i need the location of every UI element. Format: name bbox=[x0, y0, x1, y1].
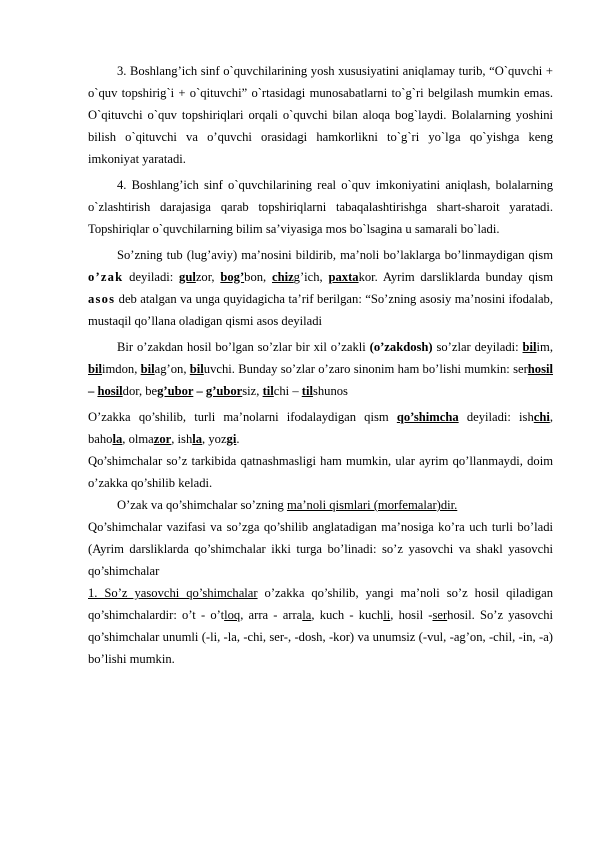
example-root: bil bbox=[522, 340, 537, 354]
term-ozak: o’zak bbox=[88, 270, 124, 284]
text: Ayrim darsliklarda bunday qism bbox=[377, 270, 553, 284]
paragraph-morfemalar bbox=[88, 494, 553, 516]
example-suffix: li bbox=[383, 608, 391, 622]
text: , kuch - kuch bbox=[311, 608, 384, 622]
text: Bir o’zakdan hosil bo’lgan so’zlar bir xil o’zakli bbox=[117, 340, 370, 354]
text: deyiladi: ish bbox=[458, 410, 534, 424]
example-suffix: la bbox=[192, 432, 203, 446]
text: , olma bbox=[122, 432, 154, 446]
document-page bbox=[88, 60, 553, 670]
text: so’zlar deyiladi: bbox=[432, 340, 523, 354]
text: uvchi. bbox=[203, 362, 235, 376]
text: , yoz bbox=[202, 432, 227, 446]
example-suffix: la bbox=[112, 432, 123, 446]
paragraph-ozak-definition bbox=[88, 244, 553, 332]
text: bon, bbox=[244, 270, 272, 284]
example-root: til bbox=[301, 384, 313, 398]
example-root: g’ubor bbox=[205, 384, 243, 398]
example-suffix: gi bbox=[226, 432, 237, 446]
paragraph-soz-yasovchi bbox=[88, 582, 553, 670]
example-root: gul bbox=[179, 270, 196, 284]
example-suffix: loq bbox=[224, 608, 241, 622]
term-ozakdosh: (o’zakdosh) bbox=[369, 340, 433, 354]
paragraph-qoshimcha-definition bbox=[88, 406, 553, 450]
text: , arra - arra bbox=[240, 608, 303, 622]
text: So’zning tub (lug’aviy) ma’nosini bildirib, ma’noli bo’laklarga bo’linmaydigan qism bbox=[117, 248, 553, 262]
text: , baho bbox=[88, 410, 553, 446]
example-suffix: la bbox=[302, 608, 312, 622]
text: , ish bbox=[171, 432, 193, 446]
example-root: chiz bbox=[271, 270, 294, 284]
text: Bunday so’zlar o’zaro sinonim ham bo’lishi mumkin: ser bbox=[234, 362, 528, 376]
term-qoshimcha: qo’shimcha bbox=[396, 410, 459, 424]
text: hosil. So’z yasovchi qo’shimchalar unumli (-li, -la, -chi, ser-, -dosh, -kor) va unumsiz (-vul, -ag’on, -chil, -in, -a) bo’lishi mumkin. bbox=[88, 608, 554, 666]
text: siz, bbox=[242, 384, 263, 398]
text: shunos bbox=[312, 384, 348, 398]
section-heading: 1. So’z yasovchi qo’shimchalar bbox=[88, 586, 258, 600]
text: , hosil - bbox=[390, 608, 433, 622]
dash: – bbox=[193, 384, 206, 398]
example-root: bil bbox=[189, 362, 204, 376]
example-suffix: zor bbox=[153, 432, 172, 446]
dash: – bbox=[88, 384, 98, 398]
text: g’ich, bbox=[293, 270, 329, 284]
text: chi – bbox=[273, 384, 302, 398]
text: dor, be bbox=[122, 384, 158, 398]
example-root: bil bbox=[88, 362, 103, 376]
example-root: g’ubor bbox=[157, 384, 194, 398]
example-root: bog’ bbox=[220, 270, 245, 284]
example-root: paxta bbox=[328, 270, 359, 284]
text: ag’on, bbox=[154, 362, 190, 376]
example-root: til bbox=[262, 384, 274, 398]
example-root: bil bbox=[140, 362, 155, 376]
example-root: hosil bbox=[527, 362, 553, 376]
text: . bbox=[236, 432, 240, 446]
paragraph-point-4: 4. Boshlang’ich sinf o`quvchilarining real o`quv imkoniyatini aniqlash, bolalarning o`zlashtirish darajasiga qarab topshiriqlarni tabaqalashtirishga shart-sharoit yaratadi. Topshiriqlar o`quvchilarning bilim sa’viyasiga mos bo`lsagina u samarali bo`ladi. bbox=[88, 178, 553, 236]
text: O’zak va qo’shimchalar so’zning bbox=[117, 498, 287, 512]
text: deb atalgan va unga quyidagicha ta’rif berilgan: “So’zning asosiy ma’nosini ifodalab, mustaqil qo’llana oladigan qismi asos deyiladi bbox=[88, 292, 553, 328]
paragraph-ozakdosh bbox=[88, 336, 553, 402]
morfemalar-link: ma’noli qismlari (morfemalar)dir. bbox=[286, 498, 458, 512]
text: O’zakka qo’shilib, turli ma’nolarni ifodalaydigan qism bbox=[88, 410, 397, 424]
paragraph-qoshimcha-types: Qo’shimchalar vazifasi va so’zga qo’shilib anglatadigan ma’nosiga ko’ra uch turli bo’ladi (Ayrim darsliklarda qo’shimchalar ikki turga bo’linadi: so’z yasovchi va shakl yasovchi qo’shimchalar bbox=[88, 520, 553, 578]
paragraph-point-3: 3. Boshlang’ich sinf o`quvchilarining yosh xususiyatini aniqlamay turib, “O`quvchi + o`quv topshirig`i + o`qituvchi” o`rtasidagi munosabatlarni to`g`ri belgilash mumkin emas. O`qituvchi o`quv topshiriqlari orqali o`quvchi bilan aloqa bog`laydi. Bolalarning yoshini bilish o`qituvchi va o’quvchi orasidagi hamkorlikni to`g`ri yo`lga qo`yishga keng imkoniyat yaratadi. bbox=[88, 64, 553, 166]
text: kor. bbox=[358, 270, 378, 284]
text: imdon, bbox=[102, 362, 141, 376]
term-asos: asos bbox=[88, 292, 116, 306]
paragraph-qoshimchalar-note: Qo’shimchalar so’z tarkibida qatnashmasligi ham mumkin, ular ayrim qo’llanmaydi, doim o’zakka qo’shilib keladi. bbox=[88, 454, 553, 490]
example-suffix: ser bbox=[432, 608, 448, 622]
text: o’zakka qo’shilib, yangi ma’noli so’z hosil qiladigan qo’shimchalardir: o’t - o’t bbox=[88, 586, 553, 622]
text: deyiladi: bbox=[123, 270, 180, 284]
text: im, bbox=[536, 340, 553, 354]
text: zor, bbox=[195, 270, 221, 284]
example-suffix: chi bbox=[533, 410, 550, 424]
example-root: hosil bbox=[97, 384, 123, 398]
